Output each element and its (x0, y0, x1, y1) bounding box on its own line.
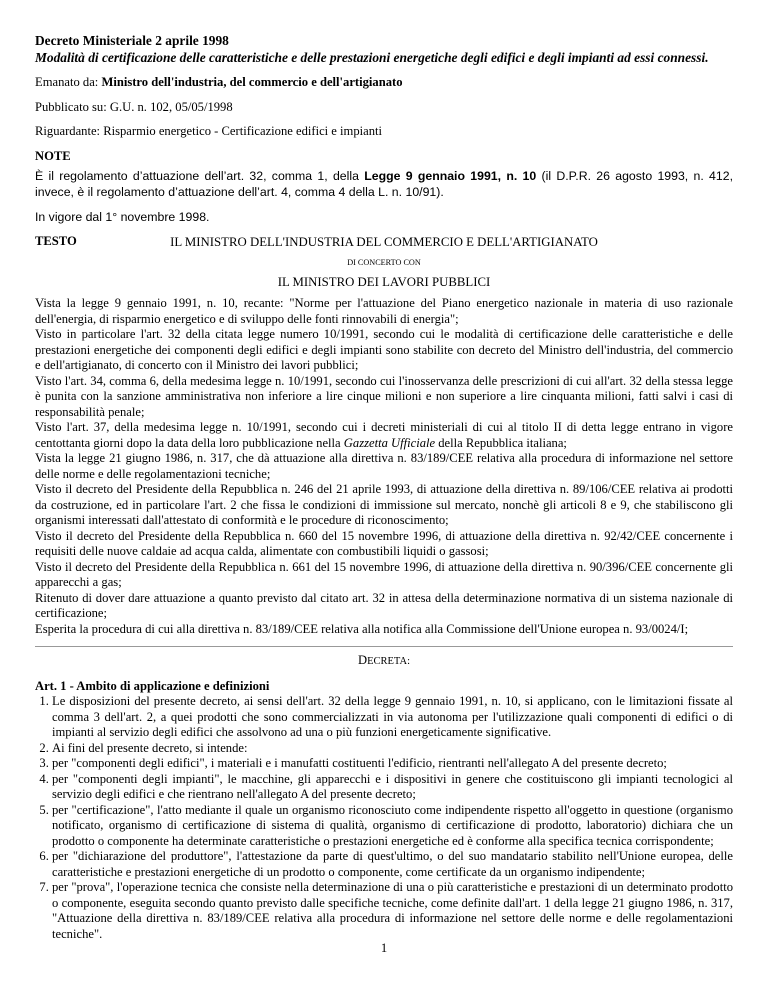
recitals (35, 296, 733, 637)
recital: Vista la legge 9 gennaio 1991, n. 10, recante: "Norme per l'attuazione del Piano energetico nazionale in materia di uso razionale dell'energia, di risparmio energetico e di sviluppo delle fonti rinnovabili di energia"; (35, 296, 733, 326)
issuer-name: Ministro dell'industria, del commercio e dell'artigianato (101, 75, 403, 89)
recital: Visto il decreto del Presidente della Repubblica n. 660 del 15 novembre 1996, di attuazione della direttiva n. 92/42/CEE concernente i requisiti delle nuove caldaie ad acqua calda, alimentate con combustibili liquidi o gassosi; (35, 528, 733, 558)
page-number: 1 (380, 941, 388, 955)
list-item: 4. per "componenti degli impianti", le macchine, gli apparecchi e i dispositivi in genere che costituiscono gli impianti tecnologici al servizio degli edifici e che rientrano nell'allegato A del presente decreto; (52, 772, 733, 803)
list-item: 6. per "dichiarazione del produttore", l'attestazione da parte di quest'ultimo, o del suo mandatario stabilito nell'Unione europea, delle caratteristiche e prestazioni energetiche di un prodotto o componente, come certificate da un organismo indipendente; (52, 849, 733, 880)
gazzetta-ufficiale: Gazzetta Ufficiale (343, 435, 436, 450)
concerto-label: DI CONCERTO CON (347, 258, 421, 267)
document-subtitle: Modalità di certificazione delle caratteristiche e delle prestazioni energetiche degli edifici e degli impianti ad essi connessi. (35, 50, 709, 65)
minister-industry: IL MINISTRO DELL'INDUSTRIA DEL COMMERCIO E DELL'ARTIGIANATO (170, 234, 598, 249)
minister-public-works: IL MINISTRO DEI LAVORI PUBBLICI (277, 274, 491, 289)
law-reference: Legge 9 gennaio 1991, n. 10 (364, 169, 537, 183)
list-item: 1. Le disposizioni del presente decreto, ai sensi dell'art. 32 della legge 9 gennaio 1991, n. 10, si applicano, con le limitazioni fissate al comma 3 dell'art. 2, a quei prodotti che sono commercializzati in via autonoma per l'utilizzazione quali componenti di edifici o di impianti al servizio degli edifici che assolvono ad una o più funzioni energeticamente significative. (52, 694, 733, 741)
recital: Visto in particolare l'art. 32 della citata legge numero 10/1991, secondo cui le modalità di certificazione delle caratteristiche e delle prestazioni energetiche dei componenti degli edifici e degli impianti sono stabilite con decreto del Ministro dell'industria, del commercio e dell'artigianato, di concerto con il Ministro dei lavori pubblici; (35, 327, 733, 372)
list-item: 7. per "prova", l'operazione tecnica che consiste nella determinazione di una o più caratteristiche e prestazioni di un determinato prodotto o componente, eseguita secondo quanto previsto dalle specifiche tecniche, come definite dall'art. 1 della legge 21 giugno 1986, n. 317, "Attuazione della direttiva n. 83/189/CEE relativa alla procedura di informazione nel settore delle norme e delle regolamentazioni tecniche". (52, 880, 733, 942)
issued-by: Emanato da: Ministro dell'industria, del commercio e dell'artigianato (35, 75, 403, 89)
note-paragraph: È il regolamento d’attuazione dell’art. 32, comma 1, della Legge 9 gennaio 1991, n. 10 (il D.P.R. 26 agosto 1993, n. 412, invece, è il regolamento d’attuazione dell’art. 4, comma 4 della L. n. 10/91). (35, 169, 733, 199)
article-items (35, 694, 733, 942)
subject-info: Riguardante: Risparmio energetico - Certificazione edifici e impianti (35, 124, 383, 138)
note-effective-date: In vigore dal 1° novembre 1998. (35, 210, 210, 224)
decreta-label: DECRETA: (357, 653, 411, 667)
recital: Visto l'art. 34, comma 6, della medesima legge n. 10/1991, secondo cui l'inosservanza delle prescrizioni di cui all'art. 32 della stessa legge è punita con la sanzione amministrativa non inferiore a lire cinque milioni e non superiore a lire cinquanta milioni, fatti salvi i casi di responsabilità penale; (35, 373, 733, 419)
recital: Vista la legge 21 giugno 1986, n. 317, che dà attuazione alla direttiva n. 83/189/CEE relativa alla procedura di informazione nel settore delle norme e delle regolamentazioni tecniche; (35, 451, 733, 481)
recital: Visto il decreto del Presidente della Repubblica n. 661 del 15 novembre 1996, di attuazione della direttiva n. 90/396/CEE concernente gli apparecchi a gas; (35, 559, 733, 589)
recital: Ritenuto di dover dare attuazione a quanto previsto dal citato art. 32 in attesa della determinazione normativa di un sistema nazionale di certificazione; (35, 590, 733, 620)
list-item: 5. per "certificazione", l'atto mediante il quale un organismo riconosciuto come indipendente rispetto all'oggetto in questione (organismo notificato, organismo di certificazione di sistema di qualità, organismo di certificazione di prodotto, laboratorio) dichiara che un prodotto o componente ha determinate caratteristiche o prestazioni energetiche ed è conforme alla specifica tecnica corrispondente; (52, 803, 733, 850)
document-page (35, 33, 733, 942)
note-heading: NOTE (35, 148, 71, 163)
article-title: Art. 1 - Ambito di applicazione e definizioni (35, 678, 270, 693)
recital: Visto il decreto del Presidente della Repubblica n. 246 del 21 aprile 1993, di attuazione della direttiva n. 89/106/CEE relativa ai prodotti da costruzione, ed in particolare l'art. 2 che fissa le condizioni di immissione sul mercato, nonchè gli articoli 8 e 9, che stabiliscono gli organismi interessati dall'attestato di conformità e le procedure di riconoscimento; (35, 482, 733, 527)
document-title: Decreto Ministeriale 2 aprile 1998 (35, 33, 229, 48)
recital: Visto l'art. 37, della medesima legge n. 10/1991, secondo cui i decreti ministeriali di cui al titolo II di detta legge entrano in vigore centottanta giorni dopo la data della loro pubblicazione nella Gazzetta Ufficiale della Repubblica italiana; (35, 420, 733, 450)
testo-heading: TESTO (35, 234, 77, 248)
published-info: Pubblicato su: G.U. n. 102, 05/05/1998 (35, 99, 233, 114)
divider (35, 646, 733, 647)
recital: Esperita la procedura di cui alla direttiva n. 83/189/CEE relativa alla notifica alla Commissione dell'Unione europea n. 93/0024/I; (35, 621, 689, 636)
list-item: 2. Ai fini del presente decreto, si intende: (52, 741, 733, 757)
list-item: 3. per "componenti degli edifici", i materiali e i manufatti costituenti l'edificio, rientranti nell'allegato A del presente decreto; (52, 756, 733, 772)
